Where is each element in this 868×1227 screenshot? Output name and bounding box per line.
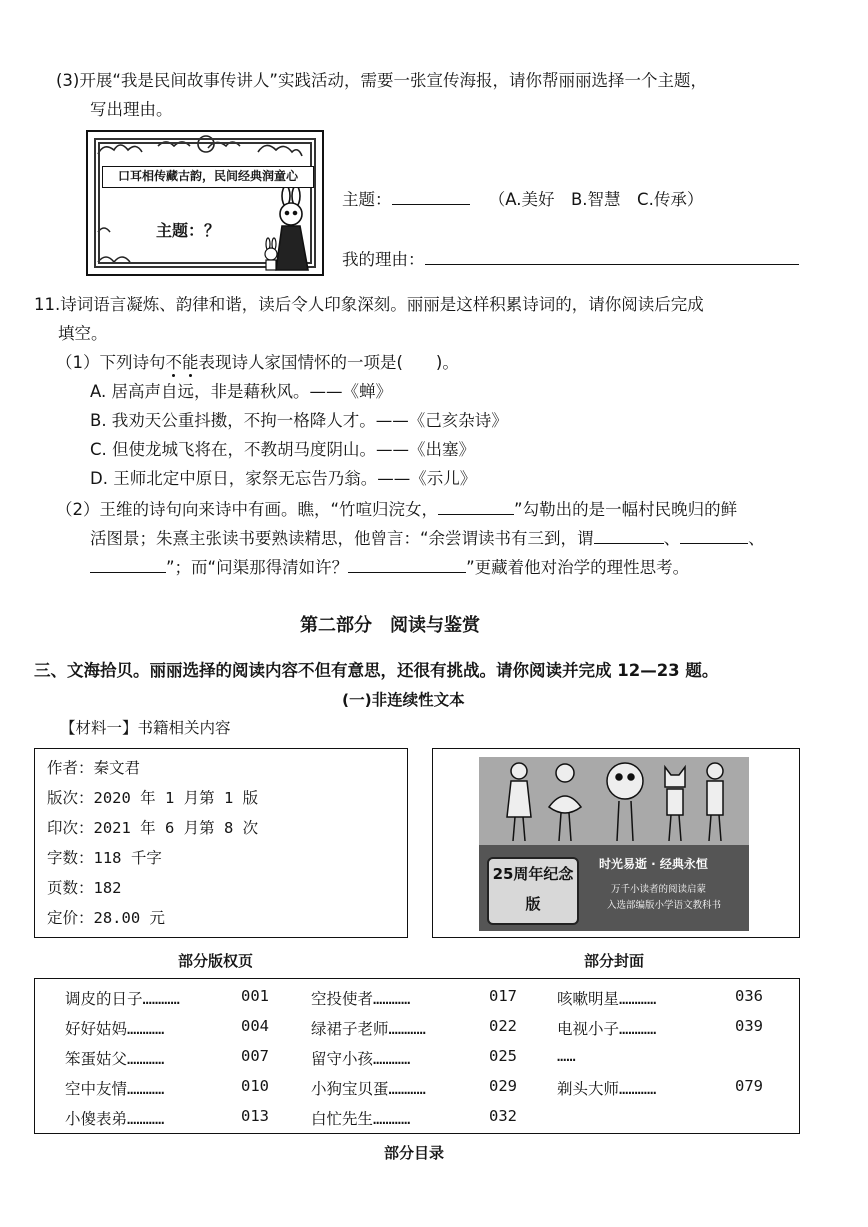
copyright-price: 定价：28.00 元 <box>47 909 165 927</box>
subsection-title: (一)非连续性文本 <box>342 691 465 709</box>
anniversary-badge: 25周年纪念版 <box>487 857 579 925</box>
toc-caption: 部分目录 <box>384 1144 445 1162</box>
toc-item-page: 001 <box>241 987 269 1005</box>
cover-image <box>479 757 749 931</box>
material-1-label: 【材料一】书籍相关内容 <box>60 719 231 737</box>
copyright-caption: 部分版权页 <box>178 952 254 970</box>
toc-item-page: 017 <box>489 987 517 1005</box>
toc-item-title: 电视小子………… <box>557 1020 657 1038</box>
toc-item-page: 032 <box>489 1107 517 1125</box>
toc-item-page: 029 <box>489 1077 517 1095</box>
q11-2-text-c: 活图景；朱熹主张读书要熟读精思，他曾言：“余尝谓读书有三到，谓 <box>90 529 594 548</box>
poem-blank-2[interactable] <box>594 526 664 544</box>
toc-item-page: 079 <box>735 1077 763 1095</box>
q11-2-line2 <box>90 526 765 550</box>
copyright-page-box <box>34 748 408 938</box>
choice-b: B. 我劝天公重抖擞，不拘一格降人才。——《己亥杂诗》 <box>90 411 508 430</box>
emphasis-char-2: 能 <box>182 353 199 372</box>
cover-figures-icon <box>479 757 749 847</box>
cover-caption: 部分封面 <box>584 952 645 970</box>
reason-answer-blank[interactable] <box>425 247 799 265</box>
toc-item-page: 022 <box>489 1017 517 1035</box>
q11-stem-line2: 填空。 <box>58 324 108 343</box>
toc-item-page: 007 <box>241 1047 269 1065</box>
q11-stem-line1: 11.诗词语言凝炼、韵律和谐，读后令人印象深刻。丽丽是这样积累诗词的，请你阅读后完成 <box>34 295 704 314</box>
choice-a: A. 居高声自远，非是藉秋风。——《蝉》 <box>90 382 392 401</box>
toc-item-title: 空中友情………… <box>65 1080 165 1098</box>
poster-theme: 主题：？ <box>156 221 221 240</box>
toc-box <box>34 978 800 1134</box>
q11-2-text-e: ”更藏着他对治学的理性思考。 <box>466 558 690 577</box>
poem-blank-4[interactable] <box>90 555 166 573</box>
toc-item-title: 好好姑妈………… <box>65 1020 165 1038</box>
q11-1-stem <box>56 352 459 374</box>
toc-item-page: 039 <box>735 1017 763 1035</box>
cover-slogan: 时光易逝 · 经典永恒 <box>599 857 708 871</box>
poster-banner: 口耳相传藏古韵，民间经典润童心 <box>102 166 314 188</box>
q10-3-stem-line2: 写出理由。 <box>90 100 173 119</box>
copyright-author: 作者：秦文君 <box>47 759 141 777</box>
toc-item-title: 空投使者………… <box>311 990 411 1008</box>
copyright-printing: 印次：2021 年 6 月第 8 次 <box>47 819 259 837</box>
copyright-wordcount: 字数：118 千字 <box>47 849 162 867</box>
theme-options: （A.美好 B.智慧 C.传承） <box>488 190 704 209</box>
cover-box <box>432 748 800 938</box>
rabbit-icon <box>262 188 322 274</box>
toc-item-title: 小傻表弟………… <box>65 1110 165 1128</box>
poem-blank-1[interactable] <box>438 497 514 515</box>
q11-2-text-b: ”勾勒出的是一幅村民晚归的鲜 <box>514 500 738 519</box>
q10-3-stem-line1: (3)开展“我是民间故事传讲人”实践活动，需要一张宣传海报，请你帮丽丽选择一个主题， <box>56 71 707 90</box>
theme-label <box>342 187 703 211</box>
section-3-stem: 三、文海拾贝。丽丽选择的阅读内容不但有意思，还很有挑战。请你阅读并完成 12—23 题。 <box>34 661 719 680</box>
emphasis-char-1: 不 <box>165 353 182 372</box>
toc-item-page: 025 <box>489 1047 517 1065</box>
choice-c: C. 但使龙城飞将在，不教胡马度阴山。——《出塞》 <box>90 440 476 459</box>
part2-title: 第二部分 阅读与鉴赏 <box>300 615 480 636</box>
choice-d: D. 王师北定中原日，家祭无忘告乃翁。——《示儿》 <box>90 469 477 488</box>
q11-1-pre: （1）下列诗句 <box>56 353 166 372</box>
q11-2-line3 <box>90 555 689 579</box>
toc-item-title: 笨蛋姑父………… <box>65 1050 165 1068</box>
copyright-edition: 版次：2020 年 1 月第 1 版 <box>47 789 259 807</box>
toc-ellipsis: …… <box>557 1047 576 1065</box>
poster-image <box>86 130 324 276</box>
poem-blank-3[interactable] <box>680 526 748 544</box>
q11-2-text-a: （2）王维的诗句向来诗中有画。瞧，“竹喧归浣女， <box>56 500 439 519</box>
q11-2-text-d: ”；而“问渠那得清如许？ <box>166 558 349 577</box>
toc-item-title: 咳嗽明星………… <box>557 990 657 1008</box>
poem-blank-5[interactable] <box>348 555 466 573</box>
separator-2: 、 <box>748 529 765 548</box>
toc-item-title: 白忙先生………… <box>311 1110 411 1128</box>
reason-label: 我的理由： <box>342 250 425 269</box>
toc-item-page: 004 <box>241 1017 269 1035</box>
q11-1-post: 表现诗人家国情怀的一项是( )。 <box>198 353 459 372</box>
toc-item-page: 036 <box>735 987 763 1005</box>
toc-item-page: 013 <box>241 1107 269 1125</box>
toc-item-title: 留守小孩………… <box>311 1050 411 1068</box>
copyright-pages: 页数：182 <box>47 879 122 897</box>
cover-subtitle-2: 入选部编版小学语文教科书 <box>607 900 722 911</box>
separator-1: 、 <box>663 529 681 548</box>
toc-item-title: 剃头大师………… <box>557 1080 657 1098</box>
toc-item-title: 调皮的日子………… <box>65 990 180 1008</box>
theme-label-text: 主题： <box>342 190 392 209</box>
theme-answer-blank[interactable] <box>392 187 470 205</box>
toc-item-title: 绿裙子老师………… <box>311 1020 426 1038</box>
reason-row <box>342 247 799 271</box>
q11-2-line1 <box>56 497 737 521</box>
toc-item-title: 小狗宝贝蛋………… <box>311 1080 426 1098</box>
toc-item-page: 010 <box>241 1077 269 1095</box>
cover-subtitle-1: 万千小读者的阅读启蒙 <box>611 884 707 895</box>
